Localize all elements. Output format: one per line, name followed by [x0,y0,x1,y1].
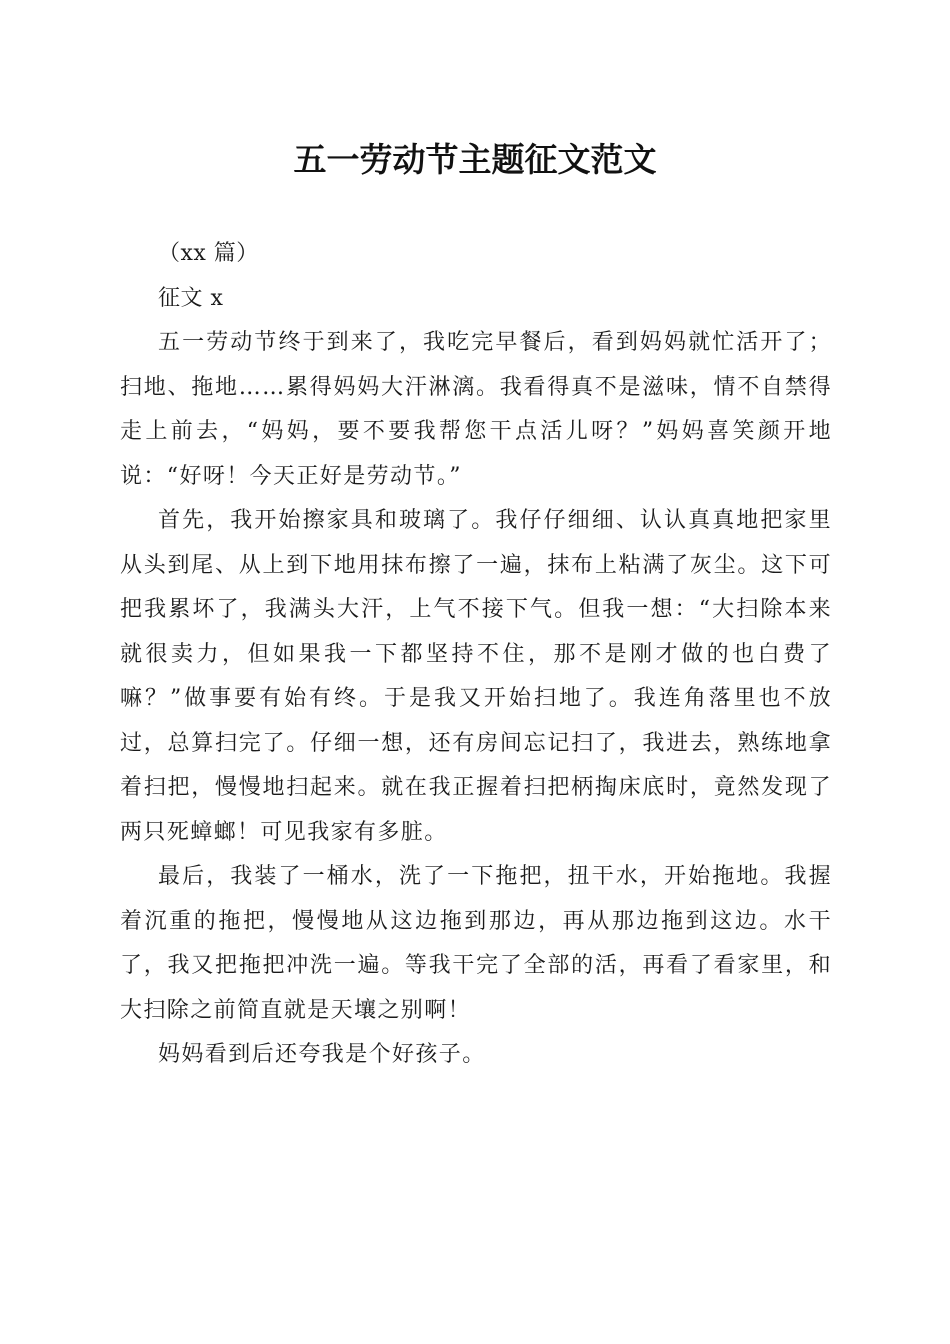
subtitle: （xx 篇） [158,241,259,266]
paragraph: 最后，我装了一桶水，洗了一下拖把，扭干水，开始拖地。我握着沉重的拖把，慢慢地从这边拖到那边，再从那边拖到这边。水干了，我又把拖把冲洗一遍。等我干完了全部的活，再看了看家里，和大扫除之前简直就是天壤之别啊！ [120,864,832,1023]
document-body [120,232,832,1078]
section-label: 征文 x [158,285,224,311]
paragraph: 妈妈看到后还夸我是个好孩子。 [158,1042,486,1067]
document-title: 五一劳动节主题征文范文 [293,140,657,179]
paragraph: 首先，我开始擦家具和玻璃了。我仔仔细细、认认真真地把家里从头到尾、从上到下地用抹布擦了一遍，抹布上粘满了灰尘。这下可把我累坏了，我满头大汗，上气不接下气。但我一想：“大扫除本来就很卖力，但如果我一下都坚持不住，那不是刚才做的也白费了嘛？”做事要有始有终。于是我又开始扫地了。我连角落里也不放过，总算扫完了。仔细一想，还有房间忘记扫了，我进去，熟练地拿着扫把，慢慢地扫起来。就在我正握着扫把柄掏床底时，竟然发现了两只死蟑螂！可见我家有多脏。 [120,508,832,845]
paragraph: 五一劳动节终于到来了，我吃完早餐后，看到妈妈就忙活开了；扫地、拖地……累得妈妈大汗淋漓。我看得真不是滋味，情不自禁得走上前去，“妈妈，要不要我帮您干点活儿呀？”妈妈喜笑颜开地说：“好呀！今天正好是劳动节。” [120,330,832,489]
